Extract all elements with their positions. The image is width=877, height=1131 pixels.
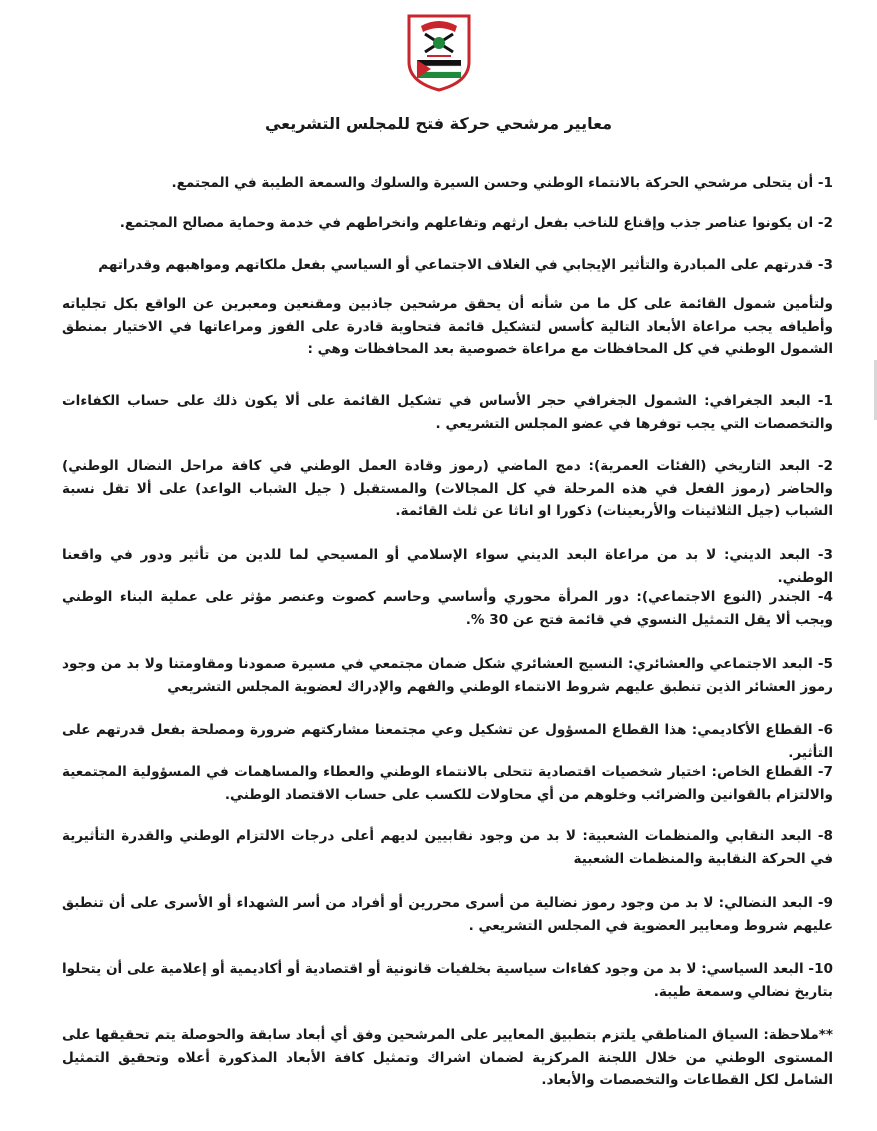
intro-paragraph: ولتأمين شمول القائمة على كل ما من شأنه أن يحقق مرشحين جاذبين ومقنعين ومعبرين عن الواقع بكل تجلياته وأطيافه يجب مراعاة الأبعاد التالية كأسس لتشكيل قائمة فتحاوية قادرة على الفوز ومراعاتها في الاختيار بمنطق الشمول الوطني في كل المحافظات مع مراعاة خصوصية بعد المحافظات وهي : — [62, 296, 833, 357]
fatah-emblem-icon — [405, 12, 473, 92]
dimension-item: 5- البعد الاجتماعي والعشائري: النسيج العشائري شكل ضمان مجتمعي في مسيرة صمودنا ومقاومتنا ولا بد من وجود رموز العشائر الذين تنطبق عليهم شروط الانتماء الوطني والفهم والإدراك لعضوية المجلس التشريعي — [62, 656, 833, 695]
page-title: معايير مرشحي حركة فتح للمجلس التشريعي — [264, 114, 613, 133]
criterion-item: 2- ان يكونوا عناصر جذب وإقناع للناخب بفعل ارثهم وتفاعلهم وانخراطهم في خدمة وحماية مصالح المجتمع. — [119, 215, 833, 231]
dimension-item: 3- البعد الديني: لا بد من مراعاة البعد الديني سواء الإسلامي أو المسيحي لما للدين من تأثير ودور في واقعنا الوطني. — [62, 547, 833, 586]
dimension-item: 1- البعد الجغرافي: الشمول الجغرافي حجر الأساس في تشكيل القائمة على ألا يكون ذلك على حساب الكفاءات والتخصصات التي يجب توفرها في عضو المجلس التشريعي . — [62, 393, 833, 432]
criterion-item: 1- أن يتحلى مرشحي الحركة بالانتماء الوطني وحسن السيرة والسلوك والسمعة الطيبة في المجتمع. — [171, 175, 833, 191]
dimension-item: 4- الجندر (النوع الاجتماعي): دور المرأة محوري وأساسي وحاسم كصوت وعنصر مؤثر على عملية البناء الوطني ويجب ألا يقل التمثيل النسوي في قائمة فتح عن 30 %. — [62, 589, 833, 628]
dimension-item: 2- البعد التاريخي (الفئات العمرية): دمج الماضي (رموز وقادة العمل الوطني في كافة مراحل النضال الوطني) والحاضر (رموز الفعل في هذه المرحلة في كل المجالات) والمستقبل ( جيل الشباب الواعد) على ألا تقل نسبة الشباب (جيل الثلاثينات والأربعينات) ذكورا او اناثا عن ثلث القائمة. — [62, 458, 833, 519]
footnote: **ملاحظة: السياق المناطقي يلتزم بتطبيق المعايير على المرشحين وفق أي أبعاد سابقة والحوصلة يتم تحقيقها على المستوى الوطني من خلال اللجنة المركزية لضمان اشراك وتمثيل كافة الأبعاد المذكورة أعلاه وتحقيق التمثيل الشامل لكل القطاعات والتخصصات والأبعاد. — [62, 1027, 833, 1088]
dimension-item: 10- البعد السياسي: لا بد من وجود كفاءات سياسية بخلفيات قانونية أو اقتصادية أو أكاديمية أو إعلامية على أن يتحلوا بتاريخ نضالي وسمعة طيبة. — [62, 961, 833, 1000]
dimension-item: 6- القطاع الأكاديمي: هذا القطاع المسؤول عن تشكيل وعي مجتمعنا مشاركتهم ضرورة ومصلحة بفعل قدرتهم على التأثير. — [62, 722, 833, 761]
criterion-item: 3- قدرتهم على المبادرة والتأثير الإيجابي في الغلاف الاجتماعي أو السياسي بفعل ملكاتهم ومواهبهم وقدراتهم — [98, 257, 833, 273]
dimension-item: 7- القطاع الخاص: اختيار شخصيات اقتصادية تتحلى بالانتماء الوطني والعطاء والمساهمات في المسؤولية المجتمعية والالتزام بالقوانين والضرائب وخلوهم من أي محاولات للكسب على حساب الاقتصاد الوطني. — [62, 764, 833, 803]
dimension-item: 9- البعد النضالي: لا بد من وجود رموز نضالية من أسرى محررين أو أفراد من أسر الشهداء أو الأسرى على أن تنطبق عليهم شروط ومعايير العضوية في المجلس التشريعي . — [62, 895, 833, 934]
dimension-item: 8- البعد النقابي والمنظمات الشعبية: لا بد من وجود نقابيين لديهم أعلى درجات الالتزام الوطني والقدرة التأثيرية في الحركة النقابية والمنظمات الشعبية — [62, 828, 833, 867]
